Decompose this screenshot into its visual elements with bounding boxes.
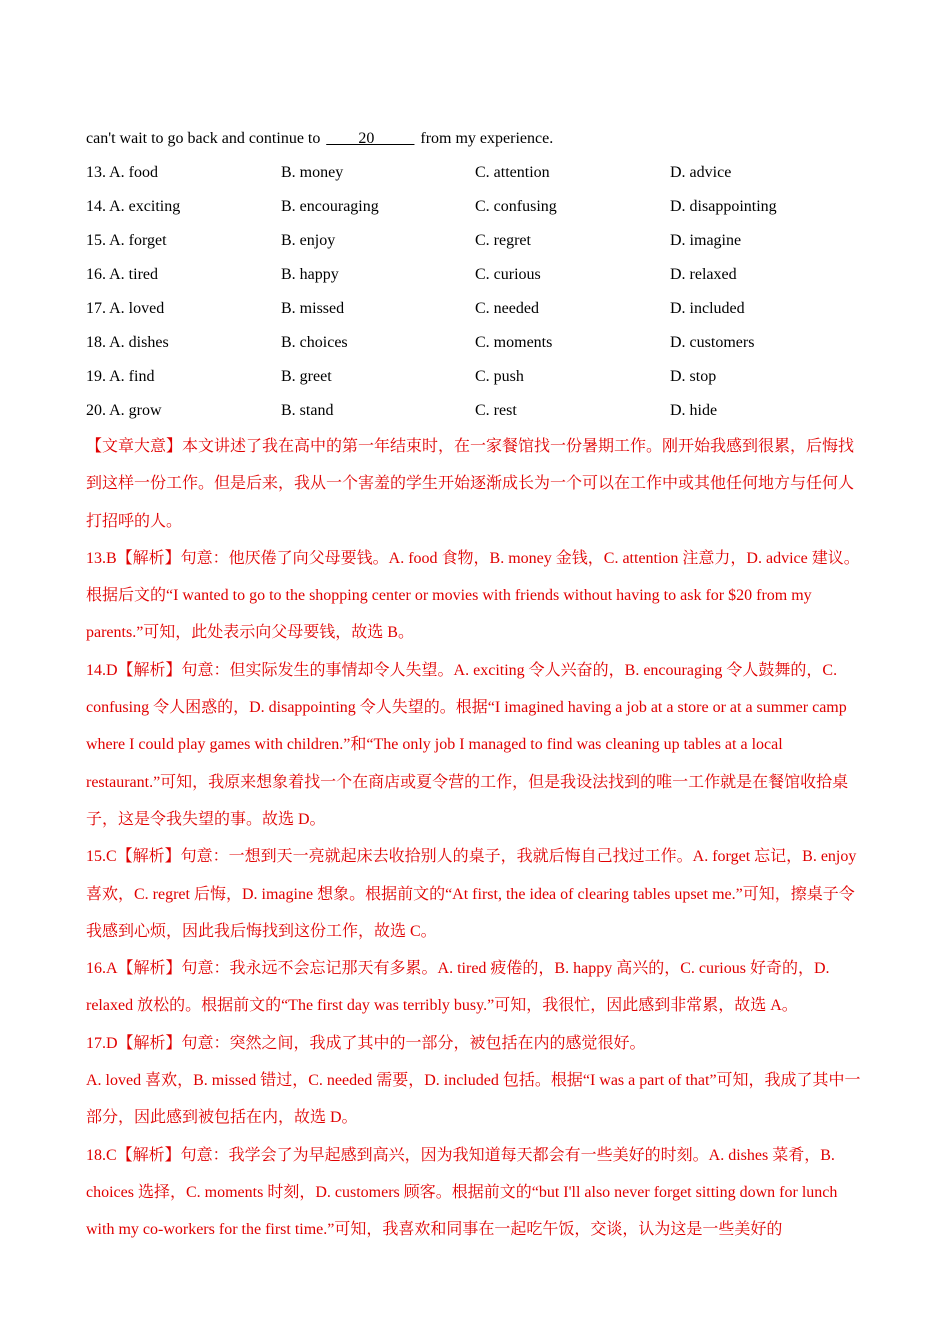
option-a: 18. A. dishes — [86, 334, 169, 351]
question-row-13 — [86, 156, 866, 190]
question-row-18 — [86, 326, 866, 360]
explanation-16: 16.A【解析】句意：我永远不会忘记那天有多累。A. tired 疲倦的，B. happy 高兴的，C. curious 好奇的，D. relaxed 放松的。根据前文的“The first day was terribly busy.”可知，我很忙，因此感到非常累，故选 A。 — [86, 960, 830, 1015]
option-b: B. money — [281, 164, 344, 181]
option-b: B. encouraging — [281, 198, 379, 215]
answer-explanations — [86, 428, 866, 1249]
option-d: D. hide — [670, 402, 718, 419]
explanation-17-options: A. loved 喜欢，B. missed 错过，C. needed 需要，D. included 包括。根据“I was a part of that”可知，我成了其中一部分，因此感到被包括在内，故选 D。 — [86, 1072, 861, 1127]
document-page — [86, 122, 866, 1249]
question-row-15 — [86, 224, 866, 258]
option-a: 20. A. grow — [86, 402, 162, 419]
option-b: B. missed — [281, 300, 345, 317]
question-row-17 — [86, 292, 866, 326]
explanation-15: 15.C【解析】句意：一想到天一亮就起床去收拾别人的桌子，我就后悔自己找过工作。A. forget 忘记，B. enjoy 喜欢，C. regret 后悔，D. imagine 想象。根据前文的“At first, the idea of clearing tables upset me.”可知，擦桌子令我感到心烦，因此我后悔找到这份工作，故选 C。 — [86, 848, 857, 940]
option-a: 19. A. find — [86, 368, 155, 385]
option-d: D. relaxed — [670, 266, 737, 283]
option-a: 16. A. tired — [86, 266, 158, 283]
option-c: C. curious — [475, 266, 541, 283]
option-c: C. needed — [475, 300, 539, 317]
option-d: D. advice — [670, 164, 732, 181]
option-d: D. stop — [670, 368, 717, 385]
option-b: B. enjoy — [281, 232, 336, 249]
question-row-16 — [86, 258, 866, 292]
explanation-17: 17.D【解析】句意：突然之间，我成了其中的一部分，被包括在内的感觉很好。 — [86, 1034, 646, 1052]
options-list — [86, 156, 866, 428]
intro-before: can't wait to go back and continue to — [86, 130, 321, 147]
option-d: D. disappointing — [670, 198, 777, 215]
option-d: D. customers — [670, 334, 755, 351]
option-a: 15. A. forget — [86, 232, 167, 249]
intro-after: from my experience. — [420, 130, 554, 147]
option-b: B. choices — [281, 334, 348, 351]
option-c: C. rest — [475, 402, 517, 419]
explanation-18: 18.C【解析】句意：我学会了为早起感到高兴，因为我知道每天都会有一些美好的时刻。A. dishes 菜肴，B. choices 选择，C. moments 时刻，D. customers 顾客。根据前文的“but I'll also never forget sitting down for lunch with my co-workers for the first time.”可知，我喜欢和同事在一起吃午饭，交谈，认为这是一些美好的 — [86, 1146, 838, 1239]
explanation-14: 14.D【解析】句意：但实际发生的事情却令人失望。A. exciting 令人兴奋的，B. encouraging 令人鼓舞的，C. confusing 令人困惑的，D. disappointing 令人失望的。根据“I imagined having a job at a store or at a summer camp where I could play games with children.”和“The only job I managed to find was cleaning up tables at a local restaurant.”可知，我原来想象着找一个在商店或夏令营的工作，但是我设法找到的唯一工作就是在餐馆收拾桌子，这是令我失望的事。故选 D。 — [86, 661, 849, 828]
option-c: C. regret — [475, 232, 531, 249]
option-c: C. attention — [475, 164, 550, 181]
article-summary: 【文章大意】本文讲述了我在高中的第一年结束时，在一家餐馆找一份暑期工作。刚开始我感到很累，后悔找到这样一份工作。但是后来，我从一个害羞的学生开始逐渐成长为一个可以在工作中或其他任何地方与任何人打招呼的人。 — [86, 438, 855, 530]
option-a: 17. A. loved — [86, 300, 165, 317]
option-c: C. moments — [475, 334, 553, 351]
option-a: 13. A. food — [86, 164, 158, 181]
option-c: C. push — [475, 368, 524, 385]
option-d: D. imagine — [670, 232, 742, 249]
option-b: B. happy — [281, 266, 339, 283]
intro-line — [86, 122, 866, 156]
option-b: B. greet — [281, 368, 332, 385]
explanation-13: 13.B【解析】句意：他厌倦了向父母要钱。A. food 食物，B. money 金钱，C. attention 注意力，D. advice 建议。根据后文的“I wanted to go to the shopping center or movies with friends without having to ask for $20 from my parents.”可知，此处表示向父母要钱，故选 B。 — [86, 549, 860, 642]
option-a: 14. A. exciting — [86, 198, 181, 215]
blank-20: ____20_____ — [326, 130, 415, 147]
question-row-20 — [86, 394, 866, 428]
question-row-14 — [86, 190, 866, 224]
option-c: C. confusing — [475, 198, 557, 215]
option-b: B. stand — [281, 402, 334, 419]
option-d: D. included — [670, 300, 745, 317]
question-row-19 — [86, 360, 866, 394]
